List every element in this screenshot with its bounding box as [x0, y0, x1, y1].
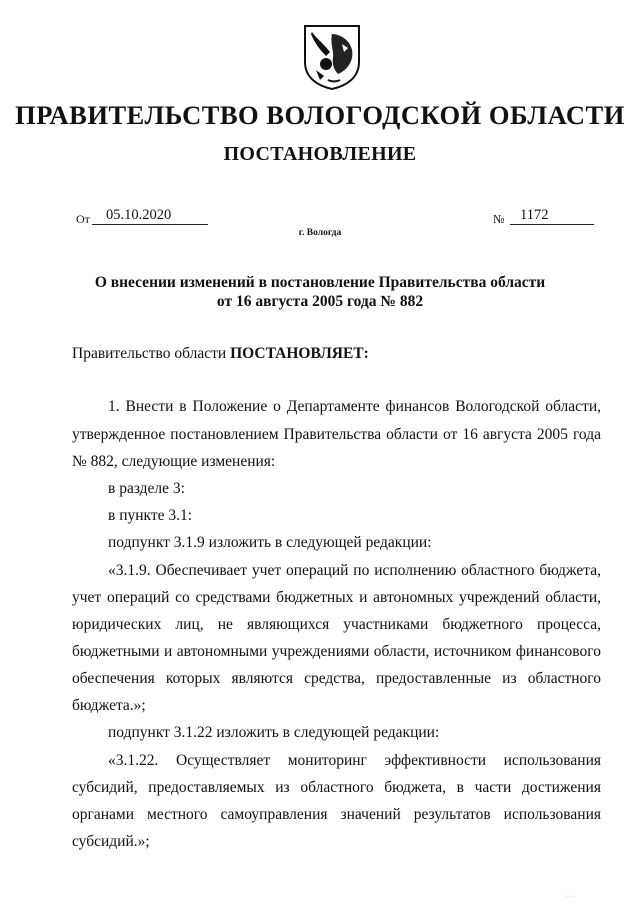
quote-1-line-5: обеспечения которых являются средства, предоставленные из областного	[72, 670, 601, 687]
quote-2-line-1: «3.1.22. Осуществляет мониторинг эффективности использования	[108, 752, 601, 769]
date-value	[92, 207, 208, 225]
quote-1-line-2: учет операций со средствами бюджетных и автономных учреждений области,	[72, 589, 601, 606]
quote-1-line-6: бюджета.»;	[72, 697, 146, 714]
quote-2-line-3: органами местного самоуправления значений результатов использования	[72, 806, 601, 823]
date-text: 05.10.2020	[106, 207, 172, 223]
quote-1-line-4: бюджетными и автономными учреждениями области, источником финансового	[72, 643, 601, 660]
number-text: 1172	[520, 207, 549, 223]
document-subject	[0, 273, 640, 311]
paragraph-1-line-2: утвержденное постановлением Правительства области от 16 августа 2005 года	[72, 426, 601, 443]
preamble-resolves: ПОСТАНОВЛЯЕТ:	[230, 345, 369, 362]
subitem-2-intro: подпункт 3.1.22 изложить в следующей редакции:	[108, 724, 440, 741]
paragraph-1-line-3: № 882, следующие изменения:	[72, 453, 276, 470]
document-type-title: ПОСТАНОВЛЕНИЕ	[223, 143, 417, 165]
quote-1-line-1: «3.1.9. Обеспечивает учет операций по исполнению областного бюджета,	[108, 562, 601, 579]
number-value	[510, 207, 594, 225]
coat-of-arms-icon	[302, 24, 362, 90]
scan-mark: · · ·	[566, 894, 575, 900]
quote-2-line-4: субсидий.»;	[72, 833, 150, 850]
preamble	[72, 345, 369, 363]
date-label: От	[76, 212, 90, 226]
quote-2-line-2: субсидий, предоставляемых из областного бюджета, в части достижения	[72, 779, 601, 796]
subject-line-1: О внесении изменений в постановление Правительства области	[94, 274, 546, 291]
item-line: в пункте 3.1:	[108, 507, 193, 524]
quote-1-line-3: юридических лиц, не являющихся участниками бюджетного процесса,	[72, 616, 601, 633]
preamble-text: Правительство области	[72, 345, 231, 362]
paragraph-1-line-1: 1. Внести в Положение о Департаменте финансов Вологодской области,	[108, 398, 601, 415]
government-title: ПРАВИТЕЛЬСТВО ВОЛОГОДСКОЙ ОБЛАСТИ	[15, 100, 625, 130]
city-label: г. Вологда	[298, 228, 342, 238]
section-line: в разделе 3:	[108, 480, 185, 497]
subitem-1-intro: подпункт 3.1.9 изложить в следующей редакции:	[108, 534, 432, 551]
subject-line-2: от 16 августа 2005 года № 882	[216, 293, 424, 310]
number-label: №	[493, 212, 505, 226]
